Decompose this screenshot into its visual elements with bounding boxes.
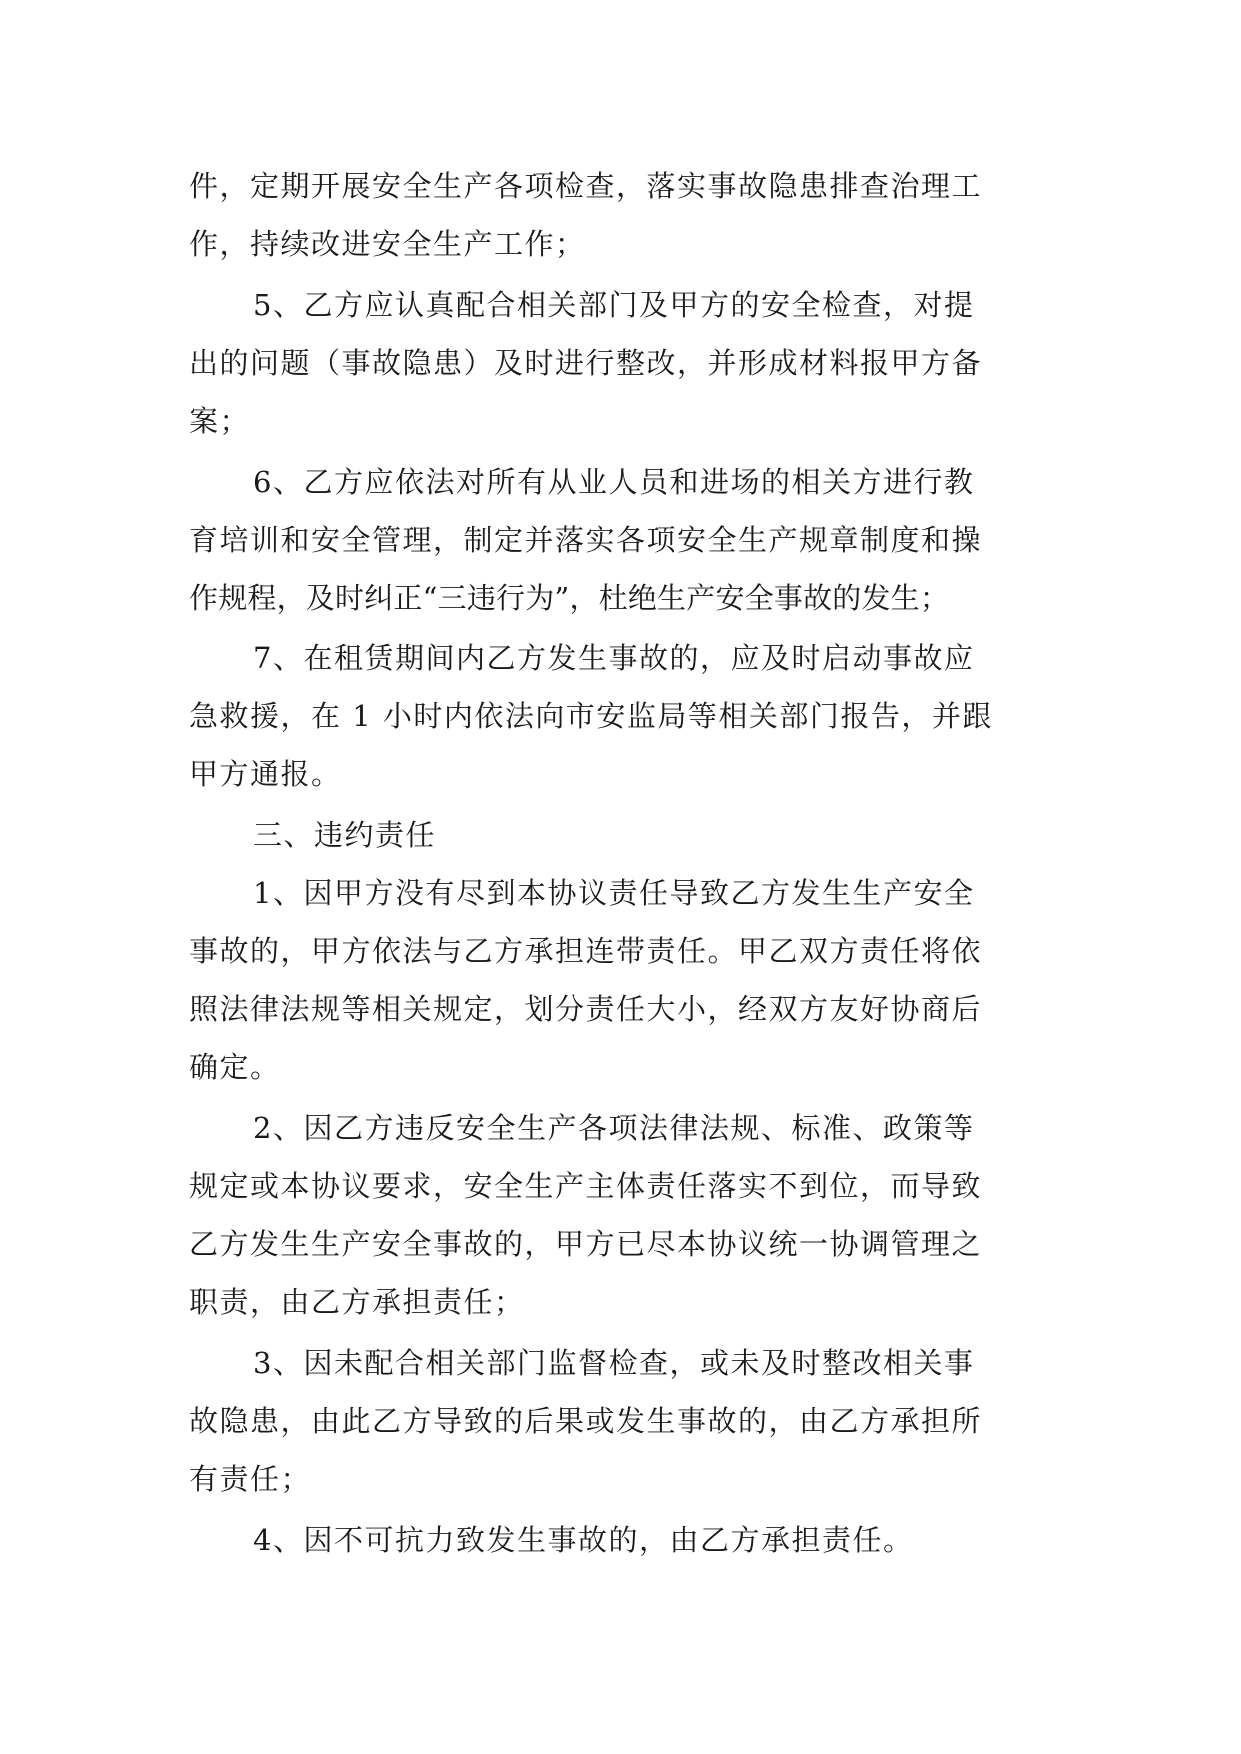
clause-2-start: 2、因乙方违反安全生产各项法律法规、标准、政策等 <box>253 1111 975 1145</box>
text-line: 作规程，及时纠正“三违行为”，杜绝生产安全事故的发生； <box>189 581 950 615</box>
text-line: 出的问题（事故隐患）及时进行整改，并形成材料报甲方备 <box>189 346 983 380</box>
paragraph-5-start: 5、乙方应认真配合相关部门及甲方的安全检查，对提 <box>253 288 975 322</box>
paragraph-6-start: 6、乙方应依法对所有从业人员和进场的相关方进行教 <box>253 465 975 499</box>
text-line: 职责，由乙方承担责任； <box>189 1285 525 1319</box>
clause-4-start: 4、因不可抗力致发生事故的，由乙方承担责任。 <box>253 1523 914 1557</box>
clause-1-start: 1、因甲方没有尽到本协议责任导致乙方发生生产安全 <box>253 876 975 910</box>
text-line: 规定或本协议要求，安全生产主体责任落实不到位，而导致 <box>189 1169 983 1203</box>
text-line: 件，定期开展安全生产各项检查，落实事故隐患排查治理工 <box>189 169 983 203</box>
text-line: 育培训和安全管理，制定并落实各项安全生产规章制度和操 <box>189 523 983 557</box>
text-line: 确定。 <box>189 1050 281 1084</box>
clause-3-start: 3、因未配合相关部门监督检查，或未及时整改相关事 <box>253 1346 975 1380</box>
text-line: 事故的，甲方依法与乙方承担连带责任。甲乙双方责任将依 <box>189 934 983 968</box>
text-line: 急救援，在 1 小时内依法向市安监局等相关部门报告，并跟 <box>189 699 993 733</box>
section-heading: 三、违约责任 <box>253 818 437 852</box>
text-line: 甲方通报。 <box>189 757 342 791</box>
text-line: 作，持续改进安全生产工作； <box>189 227 586 261</box>
text-line: 有责任； <box>189 1462 312 1496</box>
text-line: 故隐患，由此乙方导致的后果或发生事故的，由乙方承担所 <box>189 1404 983 1438</box>
paragraph-7-start: 7、在租赁期间内乙方发生事故的，应及时启动事故应 <box>253 641 975 675</box>
text-line: 乙方发生生产安全事故的，甲方已尽本协议统一协调管理之 <box>189 1227 983 1261</box>
text-line: 照法律法规等相关规定，划分责任大小，经双方友好协商后 <box>189 992 983 1026</box>
text-line: 案； <box>189 404 251 438</box>
